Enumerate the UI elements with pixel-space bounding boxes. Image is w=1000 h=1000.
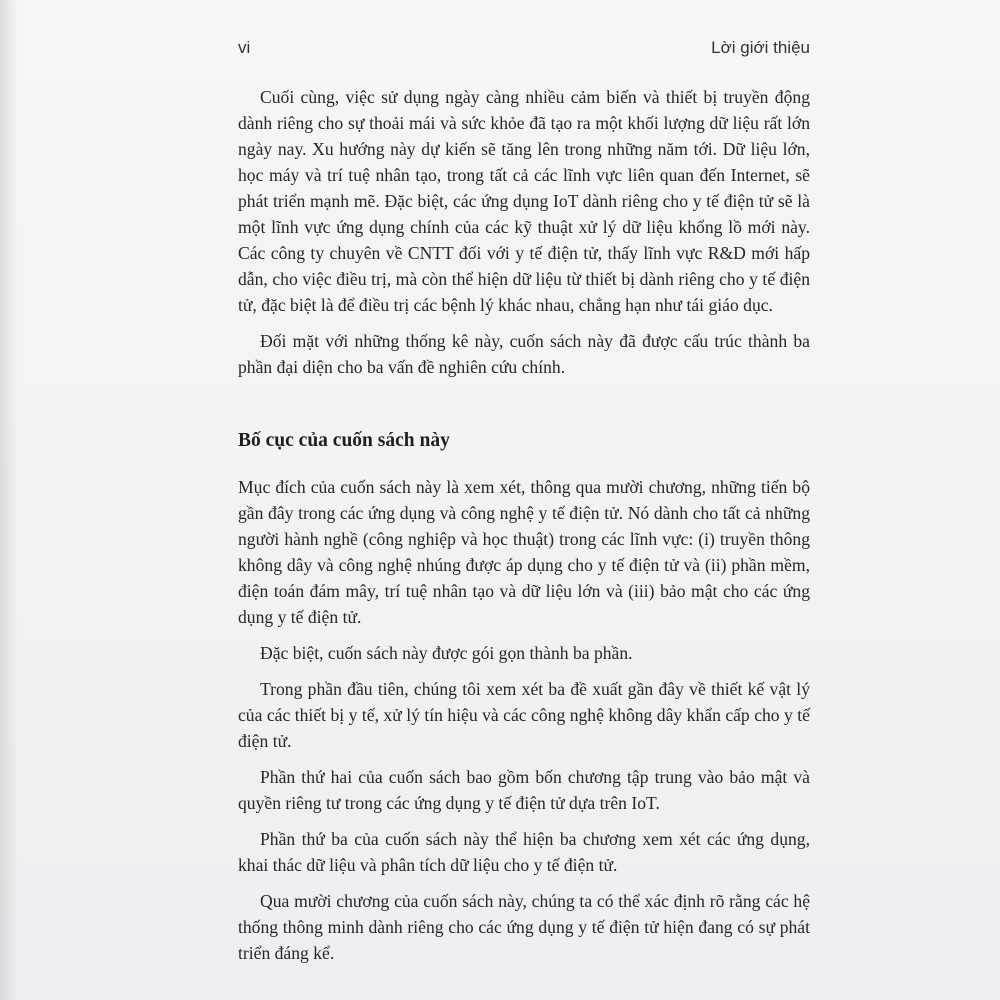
paragraph: Cuối cùng, việc sử dụng ngày càng nhiều cảm biến và thiết bị truyền động dành riêng cho sự thoải mái và sức khỏe đã tạo ra một khối lượng dữ liệu rất lớn ngày nay. Xu hướng này dự kiến sẽ tăng lên trong những năm tới. Dữ liệu lớn, học máy và trí tuệ nhân tạo, trong tất cả các lĩnh vực liên quan đến Internet, sẽ phát triển mạnh mẽ. Đặc biệt, các ứng dụng IoT dành riêng cho y tế điện tử sẽ là một lĩnh vực ứng dụng chính của các kỹ thuật xử lý dữ liệu khổng lồ mới này. Các công ty chuyên về CNTT đối với y tế điện tử, thấy lĩnh vực R&D mới hấp dẫn, cho việc điều trị, mà còn thể hiện dữ liệu từ thiết bị dành riêng cho y tế điện tử, đặc biệt là để điều trị các bệnh lý khác nhau, chẳng hạn như tái giáo dục. (238, 87, 810, 315)
paragraph: Trong phần đầu tiên, chúng tôi xem xét ba đề xuất gần đây về thiết kế vật lý của các thiết bị y tế, xử lý tín hiệu và các công nghệ không dây khẩn cấp cho y tế điện tử. (238, 679, 810, 751)
running-title: Lời giới thiệu (711, 38, 810, 57)
paragraph: Phần thứ ba của cuốn sách này thể hiện ba chương xem xét các ứng dụng, khai thác dữ liệu và phân tích dữ liệu cho y tế điện tử. (238, 829, 810, 875)
section-2-body (238, 474, 810, 976)
paragraph: Qua mười chương của cuốn sách này, chúng ta có thể xác định rõ rằng các hệ thống thông minh dành riêng cho các ứng dụng y tế điện tử hiện đang có sự phát triển đáng kể. (238, 891, 810, 963)
page-edge-shadow (0, 0, 18, 1000)
paragraph: Mục đích của cuốn sách này là xem xét, thông qua mười chương, những tiến bộ gần đây trong các ứng dụng và công nghệ y tế điện tử. Nó dành cho tất cả những người hành nghề (công nghiệp và học thuật) trong các lĩnh vực: (i) truyền thông không dây và công nghệ nhúng được áp dụng cho y tế điện tử và (ii) phần mềm, điện toán đám mây, trí tuệ nhân tạo và dữ liệu lớn và (iii) bảo mật cho các ứng dụng y tế điện tử. (238, 477, 810, 627)
section-1-body (238, 84, 810, 390)
paragraph: Đối mặt với những thống kê này, cuốn sách này đã được cấu trúc thành ba phần đại diện cho ba vấn đề nghiên cứu chính. (238, 331, 810, 377)
page-number: vi (238, 38, 251, 57)
section-heading: Bố cục của cuốn sách này (238, 430, 450, 451)
paragraph: Đặc biệt, cuốn sách này được gói gọn thành ba phần. (260, 643, 633, 663)
paragraph: Phần thứ hai của cuốn sách bao gồm bốn chương tập trung vào bảo mật và quyền riêng tư trong các ứng dụng y tế điện tử dựa trên IoT. (238, 767, 810, 813)
